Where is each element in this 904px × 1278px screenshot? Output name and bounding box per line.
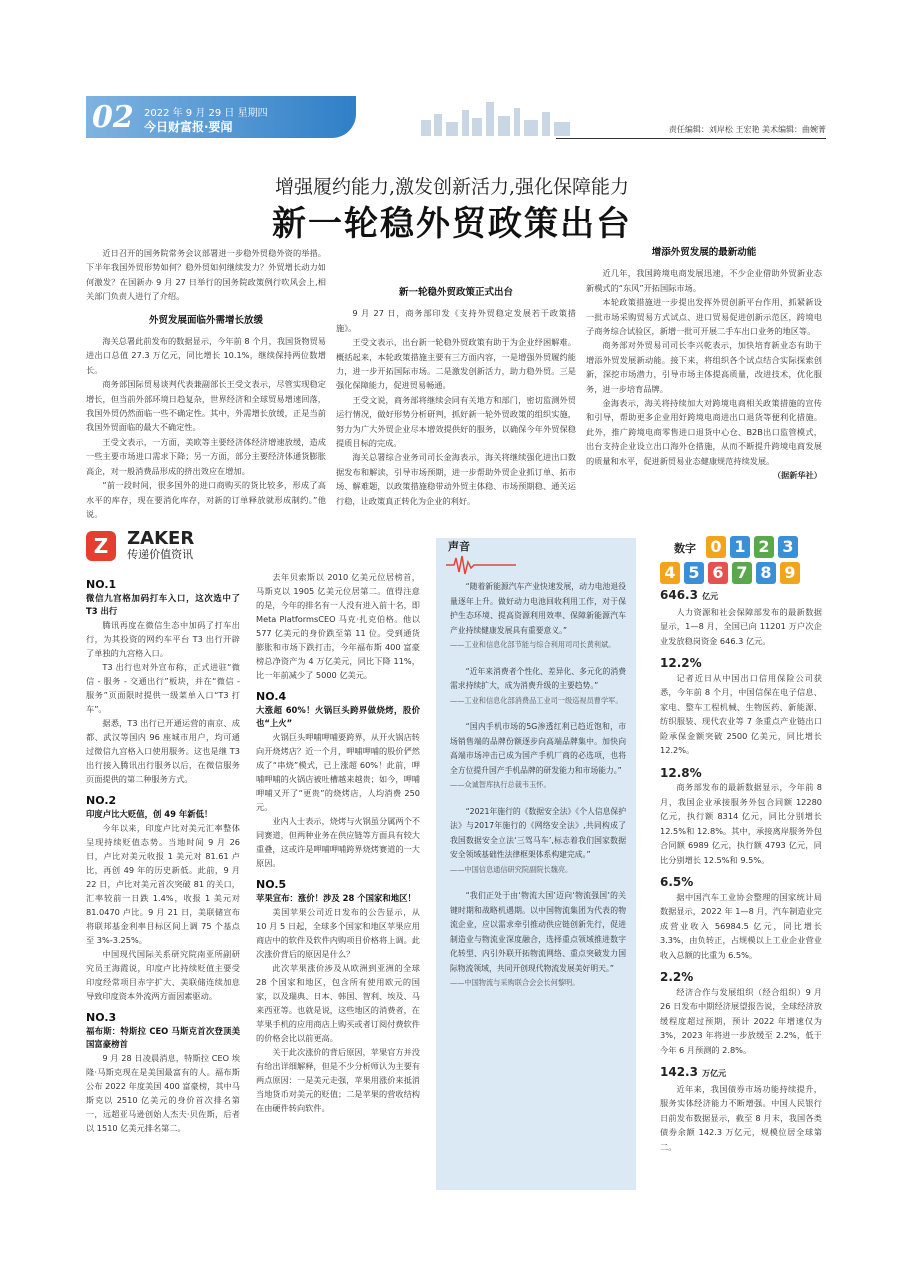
news-title: 微信九宫格加码打车入口，这次选中了 T3 出行	[86, 593, 240, 616]
news-title: 苹果宣布：涨价！涉及 28 个国家和地区！	[256, 893, 416, 903]
section-title: 增添外贸发展的最新动能	[651, 247, 757, 258]
paragraph: 据悉，T3 出行已开通运营的南京、成都、武汉等国内 96 座城市用户，均可通过微信九宫格入口使用服务。这也是继 T3 出行接入腾讯出行服务以后，在微信服务页面提供的第二种服务方式。	[86, 718, 240, 784]
paragraph: 金海表示，海关将持续加大对跨境电商相关政策措施的宣传和引导，帮助更多企业用好跨境电商进出口退货等便利化措施。此外，推广跨境电商零售进口退货中心仓、B2B出口监管模式，出台支持企业设立出口海外仓措施，从而不断提升跨境电商发展的质量和水平，促进新贸易业态健康规范持续发展。	[586, 398, 822, 466]
digit-tile: 4	[660, 562, 680, 584]
digit-tile: 2	[754, 536, 774, 558]
paragraph: “前一段时间，很多国外的进口商购买的货比较多，形成了高水平的库存，现在要消化库存，对新的订单释放就形成制约。”他说。	[86, 480, 326, 519]
zaker-header	[86, 530, 194, 561]
article-intro: 近日召开的国务院常务会议部署进一步稳外贸稳外资的举措。下半年我国外贸形势如何？稳外贸如何继续发力？外贸增长动力如何激发？在国新办 9 月 27 日举行的国务院政策例行吹风会上,相关部门负责人进行了介绍。	[86, 248, 326, 302]
news-title: 大涨超 60%！火锅巨头跨界做烧烤，股价也“上火”	[256, 705, 420, 728]
quote-source: ——中国信息通信研究院副院长魏亮。	[450, 864, 573, 874]
stat-value: 12.2%	[660, 656, 702, 670]
zaker-name: ZAKER	[127, 528, 195, 549]
headline: 新一轮稳外贸政策出台	[272, 204, 632, 244]
paragraph: 关于此次涨价的背后原因，苹果官方并没有给出详细解释，但是不少分析师认为主要有两点原因：一是美元走强，苹果用涨价来抵消当地货币对美元的贬值；二是苹果的营收结构在由硬件转向软件。	[256, 1047, 420, 1113]
zaker-column-2	[256, 570, 420, 1115]
article-column-1	[86, 246, 326, 521]
stat-text: 人力资源和社会保障部发布的最新数据显示，1—8 月，全国已向 11201 万户次企业发放稳岗资金 646.3 亿元。	[660, 606, 822, 646]
issue-date: 2022 年 9 月 29 日 星期四	[144, 108, 268, 119]
quote: “近年来消费者个性化、差异化、多元化的消费需求持续扩大，成为消费升级的主要趋势。”	[450, 666, 626, 690]
quote-source: ——工业和信息化部节能与综合利用司司长黄利斌。	[450, 640, 616, 649]
paragraph: 海关总署此前发布的数据显示，今年前 8 个月，我国货物贸易进出口总值 27.3 万亿元，同比增长 10.1%，继续保持两位数增长。	[86, 336, 326, 375]
paragraph: 业内人士表示，烧烤与火锅虽分属两个不同赛道，但两种业务在供应链等方面具有较大重叠，这或许是呷哺呷哺跨界烧烤赛道的一大原因。	[256, 816, 420, 868]
digit-tile: 9	[780, 562, 800, 584]
article-column-3	[586, 246, 822, 483]
paragraph: 近几年，我国跨境电商发展迅速，不少企业借助外贸新业态新模式的“东风”开拓国际市场。	[586, 268, 822, 293]
stat-text: 记者近日从中国出口信用保险公司获悉，今年前 8 个月，中国信保在电子信息、家电、整车工程机械、生物医药、新能源、纺织服装、现代农业等 7 条重点产业链出口险承保金额突破 2500 亿美元，同比增长 12.2%。	[660, 672, 822, 755]
paragraph: 此次苹果涨价涉及从欧洲到亚洲的全球 28 个国家和地区，包含所有使用欧元的国家，以及瑞典、日本、韩国、智利、埃及、马来西亚等。也就是说，这些地区的消费者，在苹果手机的应用商店上购买或者订阅付费软件的价格会比以前更高。	[256, 963, 420, 1043]
paragraph: 王受文表示，出台新一轮稳外贸政策有助于为企业纾困解难。概括起来，本轮政策措施主要有三方面内容，一是增强外贸履约能力，进一步开拓国际市场。二是激发创新活力，助力稳外贸。三是强化保障能力，促进贸易畅通。	[336, 337, 576, 391]
paragraph: 中国现代国际关系研究院南亚所副研究员王海霞说，印度卢比持续贬值主要受印度经常项目赤字扩大、美联储连续加息导致印度资本外流两方面因素驱动。	[86, 949, 240, 1001]
numbers-column	[660, 580, 822, 1154]
paragraph: 今年以来，印度卢比对美元汇率整体呈现持续贬值态势。当地时间 9 月 26 日，卢比对美元收报 1 美元对 81.61 卢比，再创 49 年的历史新低。此前，9 月 22 日，卢比对美元首次突破 81 的关口，汇率较前一日跌 1.4%，收报 1 美元对 81.0470 卢比。9 月 21 日，美联储宣布将联邦基金利率目标区间上调 75 个基点至 3%-3.25%。	[86, 823, 240, 945]
quote-source: ——众诚智库执行总裁韦玉怀。	[450, 780, 551, 789]
stat-text: 经济合作与发展组织（经合组织）9 月 26 日发布中期经济展望报告说，全球经济放缓程度超过预期，预计 2022 年增速仅为 3%，2023 年将进一步放缓至 2.2%，低于今年 6 月预测的 2.8%。	[660, 986, 822, 1055]
article-credit: （据新华社）	[772, 470, 822, 481]
paragraph: 王受文表示，一方面，美欧等主要经济体经济增速放缓，造成一些主要市场进口需求下降；另一方面，部分主要经济体通货膨胀高企，对一般消费品形成的挤出效应在增加。	[86, 436, 326, 476]
article-column-2	[336, 246, 576, 508]
paragraph: 火锅巨头呷哺呷哺要跨界，从开火锅店转向开烧烤店？近一个月，呷哺呷哺的股价俨然成了“串烧”模式，已上涨超 60%！此前，呷哺呷哺的火锅店被吐槽越来越贵；如今，呷哺呷哺又开了“更贵”的烧烤店，人均消费 250 元。	[256, 732, 420, 812]
voice-box	[436, 538, 636, 1190]
paragraph: 王受文说，商务部将继续会同有关地方和部门，密切监测外贸运行情况，做好形势分析研判，抓好新一轮外贸政策的组织实施，努力为广大外贸企业尽本增效提供好的服务，以确保今年外贸保稳提质目标的完成。	[336, 394, 576, 449]
digit-tile: 0	[706, 536, 726, 558]
paragraph: 腾讯再度在微信生态中加码了打车出行，为其投资的网约车平台 T3 出行开辟了单独的九宫格入口。	[86, 620, 240, 658]
news-title: 福布斯：特斯拉 CEO 马斯克首次登顶美国富豪榜首	[86, 1026, 240, 1049]
stat-value: 646.3 亿元	[660, 588, 719, 602]
quote: “国内手机市场的5G渗透红利已趋近饱和，市场销售端的品牌份额逐步向高端品牌集中。加快向高端市场冲击已成为国产手机厂商的必选项，也将全方位提升国产手机品牌的研发能力和市场能力。”	[450, 722, 626, 775]
skyline-icon	[416, 100, 576, 136]
column-name: 今日财富报·要闻	[144, 120, 233, 134]
paragraph: 9 月 27 日，商务部印发《支持外贸稳定发展若干政策措施》。	[336, 308, 576, 333]
stat-value: 142.3 万亿元	[660, 1065, 727, 1079]
zaker-column-1	[86, 570, 240, 1135]
paragraph: 商务部国际贸易谈判代表兼副部长王受文表示，尽管实现稳定增长，但当前外部环境日趋复杂，世界经济和全球贸易增速回落，我国外贸仍然面临一些不确定性。其中，外需增长放缓，正是当前我国外贸面临的最大不确定性。	[86, 379, 326, 433]
subheadline: 增强履约能力,激发创新活力,强化保障能力	[274, 176, 630, 198]
stat-text: 商务部发布的最新数据显示，今年前 8 月，我国企业承接服务外包合同额 12280 亿元，执行额 8314 亿元，同比分别增长 12.5%和 12.8%。其中，承接离岸服务外包合同额 6989 亿元，执行额 4793 亿元，同比分别增长 12.5%和 9.5%。	[660, 782, 822, 865]
zaker-slogan: 传递价值资讯	[127, 548, 194, 561]
quote: “2021年施行的《数据安全法》《个人信息保护法》与2017年施行的《网络安全法》,共同构成了我国数据安全立法‘三驾马车’,标志着我们国家数据安全领域基础性法律框架体系构建完成。”	[450, 806, 626, 859]
section-title: 新一轮稳外贸政策正式出台	[398, 287, 513, 298]
quote: “随着新能源汽车产业快速发展，动力电池退役量逐年上升。做好动力电池回收利用工作，对于保护生态环境、提高资源利用效率、保障新能源汽车产业持续健康发展具有重要意义。”	[450, 582, 626, 635]
quote-source: ——工业和信息化部消费品工业司一级巡视员曹学军。	[450, 695, 623, 705]
paragraph: T3 出行也对外宣布称，正式进驻“微信 - 服务 - 交通出行”板块，并在“微信 - 服务”页面限时提供一级菜单入口“T3 打车”。	[86, 662, 240, 714]
stat-text: 据中国汽车工业协会整理的国家统计局数据显示，2022 年 1—8 月，汽车制造业完成营业收入 56984.5 亿元，同比增长 3.3%，由负转正，占规模以上工业企业营业收入总额的比重为 6.5%。	[660, 891, 822, 960]
quote-source: ——中国物流与采购联合会会长何黎明。	[450, 978, 580, 987]
news-number: NO.2	[86, 794, 117, 807]
news-number: NO.3	[86, 1011, 117, 1024]
news-title: 印度卢比大贬值，创 49 年新低！	[86, 809, 213, 819]
sound-wave-icon	[446, 554, 516, 576]
digit-tile: 6	[708, 562, 728, 584]
voice-quotes	[450, 580, 626, 1003]
digit-tile: 8	[756, 562, 776, 584]
stat-value: 12.8%	[660, 765, 702, 780]
page-number: 02	[92, 100, 134, 135]
editors-credit: 责任编辑：刘岸松 王宏艳 美术编辑：曲婉菁	[668, 125, 826, 134]
stat-value: 2.2%	[660, 970, 694, 984]
paragraph: 海关总署综合业务司司长金海表示，海关将继续强化进出口数据发布和解读，引导市场预期，进一步帮助外贸企业抓订单、拓市场、解难题，以政策措施稳带动外贸主体稳、市场预期稳、通关运行稳，让政策真正转化为企业的利好。	[336, 452, 576, 506]
news-number: NO.5	[256, 878, 287, 891]
quote: “我们正处于由‘物流大国’迈向‘物流强国’的关键时期和战略机遇期。以中国物流集团为代表的物流企业，应以需求牵引推动供应链创新先行，促进制造业与物流业深度融合，选择重点领域推进数字化转型、内引外联开拓物流网络、重点突破发力国际物流领域，共同开创现代物流发展美好明天。”	[450, 891, 626, 973]
section-title: 外贸发展面临外需增长放缓	[148, 314, 263, 326]
paragraph: 本轮政策措施进一步提出发挥外贸创新平台作用，抓紧新设一批市场采购贸易方式试点、进口贸易促进创新示范区，跨境电子商务综合试验区，新增一批可开展二手车出口业务的地区等。	[586, 297, 822, 337]
masthead	[86, 96, 826, 144]
digit-tile: 5	[684, 562, 704, 584]
paragraph: 9 月 28 日凌晨消息，特斯拉 CEO 埃隆·马斯克现在是美国最富有的人。福布斯公布 2022 年度美国 400 富豪榜，其中马斯克以 2510 亿美元的身价首次排名第一，远超亚马逊创始人杰夫·贝佐斯，后者以 1510 亿美元排名第二。	[86, 1053, 240, 1133]
digit-tile: 7	[732, 562, 752, 584]
numbers-label: 数字	[674, 542, 696, 555]
paragraph: 去年贝索斯以 2010 亿美元位居榜首，马斯克以 1905 亿美元位居第二。值得注意的是，今年的排名有一人没有进入前十名，即 Meta PlatformsCEO 马克·扎克伯格。他以 577 亿美元的身价跌至第 11 位。受到通货膨胀和市场下跌打击，今年福布斯 400 富豪榜总净资产为 4 万亿美元，同比下降 11%，比一年前减少了 5000 亿美元。	[256, 572, 420, 680]
news-number: NO.1	[86, 578, 117, 591]
digit-tile: 3	[778, 536, 798, 558]
masthead-rule	[556, 138, 826, 139]
stat-text: 近年来，我国债券市场功能持续提升，服务实体经济能力不断增强。中国人民银行日前发布数据显示，截至 8 月末，我国各类债券余额 142.3 万亿元，规模位居全球第二。	[660, 1083, 822, 1152]
voice-label: 声音	[448, 540, 470, 553]
zaker-logo-icon: Z	[86, 531, 116, 561]
digit-tile: 1	[730, 536, 750, 558]
stat-value: 6.5%	[660, 875, 694, 889]
news-number: NO.4	[256, 690, 287, 703]
paragraph: 商务部对外贸易司司长李兴乾表示，加快培育新业态有助于增添外贸发展新动能。接下来，将组织各个试点结合实际探索创新，深挖市场潜力，引导市场主体提高质量，改进技术，优化服务，进一步培育品牌。	[586, 340, 822, 394]
paragraph: 美国苹果公司近日发布的公告显示，从 10 月 5 日起，全球多个国家和地区苹果应用商店中的软件及软件内购项目价格将上调。此次涨价背后的原因是什么？	[256, 907, 420, 959]
